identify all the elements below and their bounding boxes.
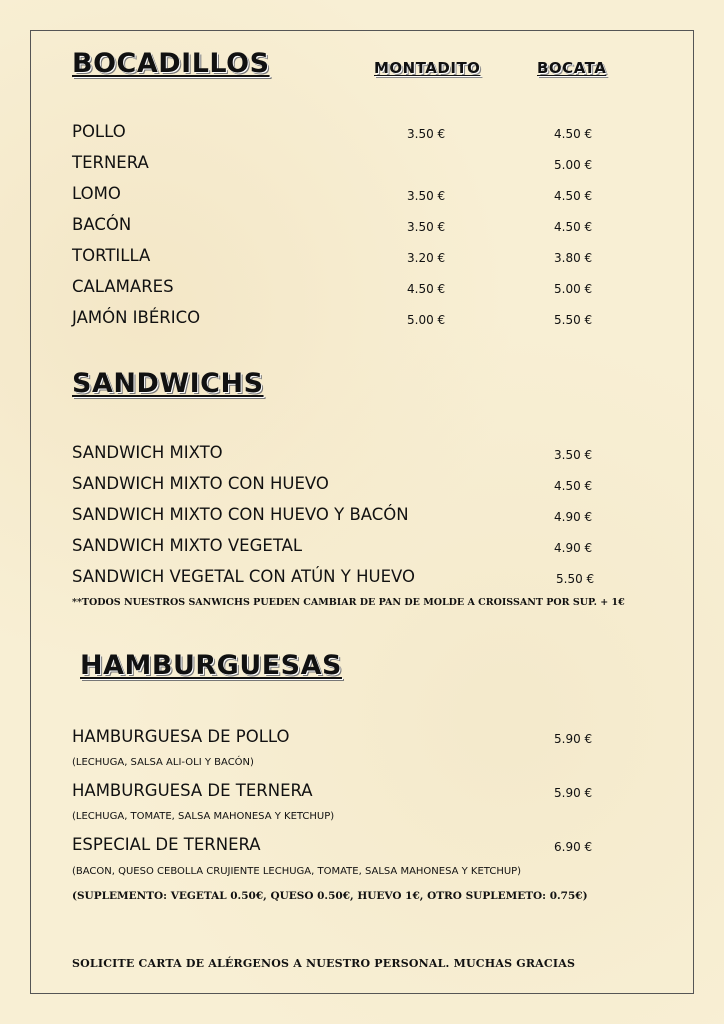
menu-item-description: (LECHUGA, SALSA ALI-OLI Y BACÓN) xyxy=(72,757,254,768)
menu-item-price: 6.90 € xyxy=(554,840,593,854)
menu-item-price: 5.90 € xyxy=(554,732,593,746)
menu-item-description: (BACON, QUESO CEBOLLA CRUJIENTE LECHUGA, TOMATE, SALSA MAHONESA Y KETCHUP) xyxy=(72,866,522,877)
menu-item-name: HAMBURGUESA DE POLLO xyxy=(72,727,290,746)
menu-item-name: POLLO xyxy=(72,122,126,141)
menu-item-name: TERNERA xyxy=(72,153,149,172)
menu-item-name: BACÓN xyxy=(72,215,132,234)
sandwich-note: **TODOS NUESTROS SANWICHS PUEDEN CAMBIAR DE PAN DE MOLDE A CROISSANT POR SUP. + 1€ xyxy=(72,597,625,608)
menu-item-name: CALAMARES xyxy=(72,277,174,296)
menu-item-description: (LECHUGA, TOMATE, SALSA MAHONESA Y KETCHUP) xyxy=(72,811,335,822)
supplements-note: (SUPLEMENTO: VEGETAL 0.50€, QUESO 0.50€, HUEVO 1€, OTRO SUPLEMETO: 0.75€) xyxy=(72,890,588,902)
column-header-bocata: BOCATA xyxy=(537,59,607,77)
price-montadito: 3.50 € xyxy=(407,127,446,141)
menu-item-name: SANDWICH MIXTO CON HUEVO Y BACÓN xyxy=(72,505,409,524)
menu-item-price: 5.90 € xyxy=(554,786,593,800)
allergens-footer: SOLICITE CARTA DE ALÉRGENOS A NUESTRO PERSONAL. MUCHAS GRACIAS xyxy=(72,957,576,970)
price-bocata: 5.00 € xyxy=(554,282,593,296)
price-montadito: 3.50 € xyxy=(407,220,446,234)
section-title-bocadillos: BOCADILLOS xyxy=(72,48,270,79)
price-bocata: 5.50 € xyxy=(554,313,593,327)
price-bocata: 4.50 € xyxy=(554,127,593,141)
menu-item-name: LOMO xyxy=(72,184,121,203)
menu-item-price: 3.50 € xyxy=(554,448,593,462)
menu-item-price: 4.90 € xyxy=(554,510,593,524)
menu-item-name: SANDWICH MIXTO CON HUEVO xyxy=(72,474,329,493)
menu-item-name: HAMBURGUESA DE TERNERA xyxy=(72,781,313,800)
menu-item-price: 4.90 € xyxy=(554,541,593,555)
column-header-montadito: MONTADITO xyxy=(374,59,481,77)
menu-item-name: ESPECIAL DE TERNERA xyxy=(72,835,261,854)
menu-item-name: SANDWICH MIXTO xyxy=(72,443,223,462)
price-bocata: 5.00 € xyxy=(554,158,593,172)
price-montadito: 3.20 € xyxy=(407,251,446,265)
price-bocata: 4.50 € xyxy=(554,220,593,234)
menu-item-price: 4.50 € xyxy=(554,479,593,493)
menu-item-price: 5.50 € xyxy=(556,572,595,586)
menu-item-name: JAMÓN IBÉRICO xyxy=(72,308,201,327)
section-title-sandwichs: SANDWICHS xyxy=(72,368,264,399)
price-bocata: 3.80 € xyxy=(554,251,593,265)
menu-item-name: SANDWICH MIXTO VEGETAL xyxy=(72,536,303,555)
price-montadito: 5.00 € xyxy=(407,313,446,327)
price-montadito: 3.50 € xyxy=(407,189,446,203)
section-title-hamburguesas: HAMBURGUESAS xyxy=(80,650,342,681)
menu-item-name: TORTILLA xyxy=(72,246,151,265)
price-montadito: 4.50 € xyxy=(407,282,446,296)
price-bocata: 4.50 € xyxy=(554,189,593,203)
menu-item-name: SANDWICH VEGETAL CON ATÚN Y HUEVO xyxy=(72,567,415,586)
